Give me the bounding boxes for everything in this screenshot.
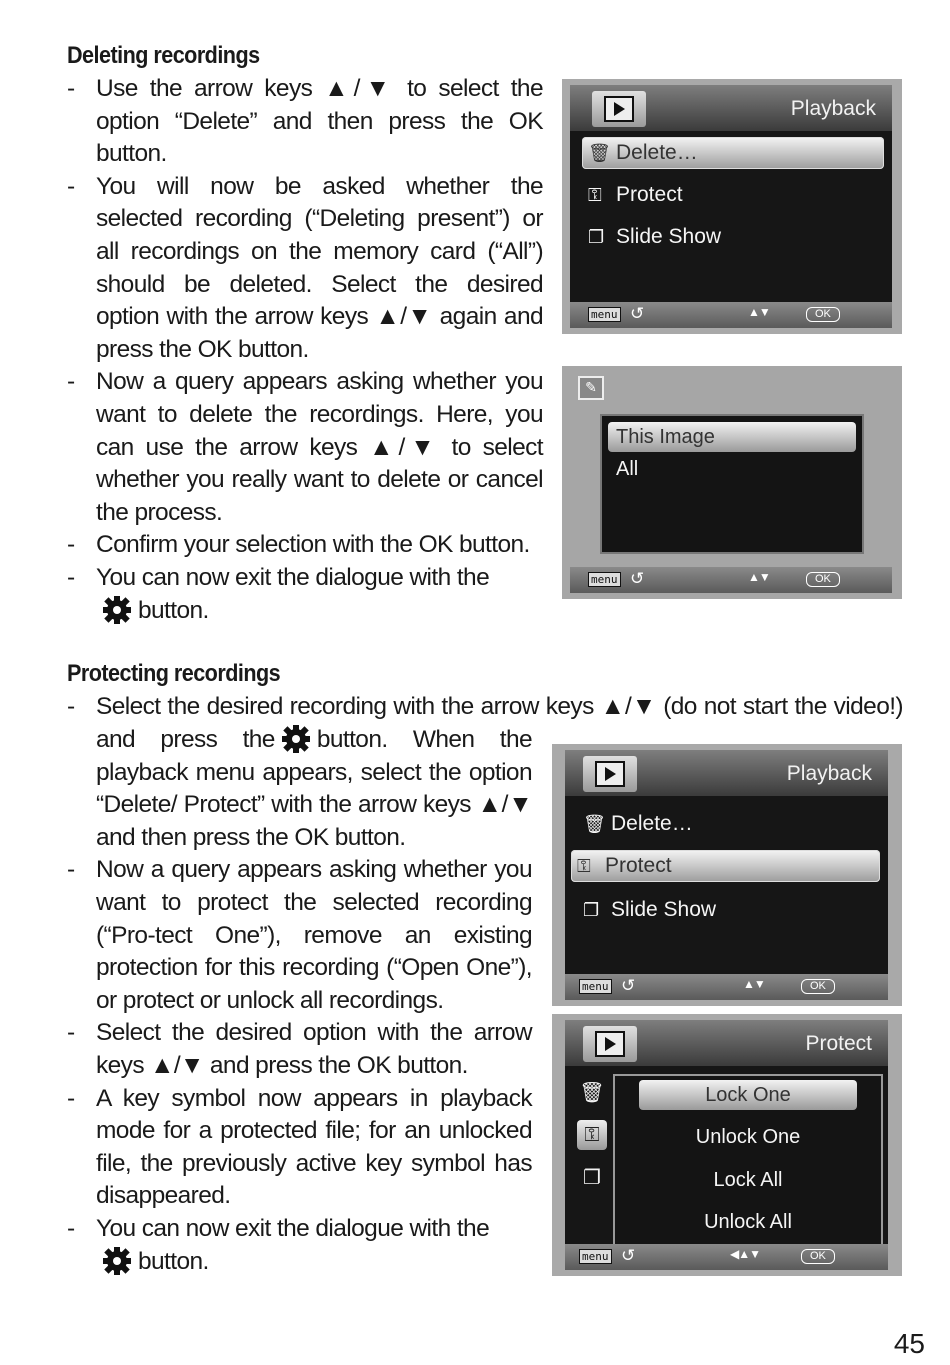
return-icon: ↺: [621, 1246, 636, 1265]
gear-icon: [102, 1246, 132, 1276]
screen-display: [565, 750, 888, 1000]
ok-button[interactable]: OK: [806, 572, 840, 587]
screen-header: [565, 750, 888, 796]
bullet-text: and press the: [96, 726, 275, 753]
screen-title: Playback: [790, 97, 876, 120]
bullet-text: button.: [138, 596, 209, 624]
section2-first-line: [67, 691, 903, 724]
menu-item-protect[interactable]: [571, 850, 880, 882]
menu-button[interactable]: menu: [588, 572, 621, 587]
return-icon: ↺: [630, 304, 645, 323]
option-lock-one[interactable]: Lock One: [639, 1080, 857, 1110]
menu-item-slide-show[interactable]: [577, 894, 880, 926]
option-unlock-all[interactable]: Unlock All: [704, 1211, 792, 1233]
list-item: - Select the desired option with the arrow keys ▲/▼ and press the OK button.: [67, 1019, 532, 1079]
image-icon: ✎: [578, 376, 604, 400]
screen-header: [570, 85, 892, 131]
section1-heading: Deleting recordings: [67, 42, 260, 69]
menu-item-protect[interactable]: [582, 179, 884, 211]
dialog-box: [600, 414, 864, 554]
list-item: [67, 724, 532, 854]
bullet-text: You can now exit the dialogue with the: [96, 563, 490, 591]
play-icon: [583, 756, 637, 792]
ok-button[interactable]: OK: [801, 979, 835, 994]
page-number: 45: [893, 1328, 925, 1359]
protect-screen: [552, 1014, 902, 1276]
delete-dialog-screen: [562, 366, 902, 599]
menu-button[interactable]: menu: [579, 1249, 612, 1264]
slideshow-icon: ❐: [588, 227, 605, 247]
menu-button[interactable]: menu: [579, 979, 612, 994]
section1-bullets: [67, 73, 543, 627]
option-lock-all[interactable]: Lock All: [713, 1169, 783, 1191]
screen-display: [565, 1020, 888, 1270]
screen-footer: [570, 567, 892, 593]
section2-bullets: [67, 724, 532, 1278]
slideshow-icon: ❐: [583, 1167, 601, 1189]
menu-item-label: Delete…: [616, 141, 698, 164]
key-icon: ⚿: [588, 185, 602, 205]
bullet-text: Confirm your selection with the OK button.: [96, 531, 530, 559]
bullet-text: Now a query appears asking whether you want to protect the selected recording (“Pro-tect One”), remove an existing protection for this recording (“Open One”), or protect or unlock all recordings.: [96, 856, 532, 1014]
playback-screen-2: [552, 744, 902, 1006]
menu-item-label: Protect: [605, 854, 672, 877]
ok-button[interactable]: OK: [806, 307, 840, 322]
list-item: - Confirm your selection with the OK button.: [67, 531, 530, 559]
bullet-text: button. When the playback menu appears, select the option “Delete/ Protect” with the arrow keys ▲/▼ and then press the OK button.: [96, 726, 532, 851]
bullet-text: button.: [138, 1247, 209, 1275]
trash-icon: 🗑: [579, 1082, 605, 1104]
menu-button[interactable]: menu: [588, 307, 621, 322]
playback-screen-1: [562, 79, 902, 334]
trash-icon: 🗑: [583, 814, 606, 834]
screen-display: [570, 85, 892, 328]
return-icon: ↺: [630, 569, 645, 588]
menu-item-label: Delete…: [611, 812, 693, 835]
updown-icon: ▲▼: [743, 977, 765, 991]
gear-icon: [102, 595, 132, 625]
menu-item-label: Slide Show: [616, 225, 722, 248]
ok-button[interactable]: OK: [801, 1249, 835, 1264]
option-all[interactable]: All: [616, 458, 639, 480]
screen-title: Playback: [786, 762, 872, 785]
list-item: - Select the desired recording with the arrow keys ▲/▼ (do not start the video!): [67, 693, 903, 720]
option-unlock-one[interactable]: Unlock One: [695, 1126, 801, 1148]
bullet-text: Select the desired recording with the arrow keys ▲/▼ (do not start the video!): [96, 693, 903, 720]
menu-item-delete[interactable]: [582, 137, 884, 169]
screen-footer: [570, 302, 892, 328]
screen-header: [565, 1020, 888, 1066]
key-icon: ⚿: [577, 1120, 607, 1150]
menu-item-slide-show[interactable]: [582, 221, 884, 253]
screen-title: Protect: [805, 1032, 872, 1055]
bullet-text: A key symbol now appears in playback mode for a protected file; for an unlocked file, the previously active key symbol has disappeared.: [96, 1084, 532, 1210]
protect-options-box: [613, 1074, 883, 1248]
bullet-text: You can now exit the dialogue with the: [96, 1214, 490, 1242]
bullet-text: Use the arrow keys ▲/▼ to select the option “Delete” and then press the OK button.: [96, 75, 543, 168]
bullet-text: Select the desired option with the arrow keys ▲/▼ and press the OK button.: [96, 1019, 532, 1079]
list-item: - You can now exit the dialogue with the button.: [67, 1214, 490, 1275]
list-item: - You will now be asked whether the selected recording (“Deleting present”) or all recordings on the memory card (“All”) should be deleted. Select the desired option with the arrow keys ▲/▼ again and press the OK button.: [67, 172, 543, 363]
bullet-text: You will now be asked whether the selected recording (“Deleting present”) or all recordings on the memory card (“All”) should be deleted. Select the desired option with the arrow keys ▲/▼ again and press the OK button.: [96, 172, 543, 363]
play-icon: [583, 1026, 637, 1062]
slideshow-icon: ❐: [583, 900, 600, 920]
screen-footer: [565, 974, 888, 1000]
list-item: - A key symbol now appears in playback mode for a protected file; for an unlocked file, the previously active key symbol has disappeared.: [67, 1084, 532, 1210]
section2-heading: Protecting recordings: [67, 660, 281, 687]
trash-icon: 🗑: [588, 143, 611, 163]
option-this-image[interactable]: This Image: [608, 422, 856, 452]
list-item: - Now a query appears asking whether you want to delete the recordings. Here, you can use the arrow keys ▲/▼ to select whether you really want to delete or cancel the process.: [67, 368, 543, 526]
menu-item-delete[interactable]: [577, 808, 880, 840]
bullet-text: Now a query appears asking whether you want to delete the recordings. Here, you can use the arrow keys ▲/▼ to select whether you really want to delete or cancel the process.: [96, 368, 543, 526]
list-item: - Use the arrow keys ▲/▼ to select the option “Delete” and then press the OK button.: [67, 75, 543, 168]
updown-icon: ▲▼: [748, 305, 770, 319]
updown-icon: ▲▼: [748, 570, 770, 584]
updown-icon: ◀▲▼: [730, 1247, 760, 1261]
menu-item-label: Protect: [616, 183, 683, 206]
return-icon: ↺: [621, 976, 636, 995]
list-item: - Now a query appears asking whether you want to protect the selected recording (“Pro-tect One”), remove an existing protection for this recording (“Open One”), or protect or unlock all recordings.: [67, 856, 532, 1014]
key-icon: ⚿: [577, 856, 591, 876]
list-item: - You can now exit the dialogue with the button.: [67, 563, 490, 624]
play-icon: [592, 91, 646, 127]
gear-icon: [281, 724, 311, 754]
screen-footer: [565, 1244, 888, 1270]
menu-item-label: Slide Show: [611, 898, 717, 921]
